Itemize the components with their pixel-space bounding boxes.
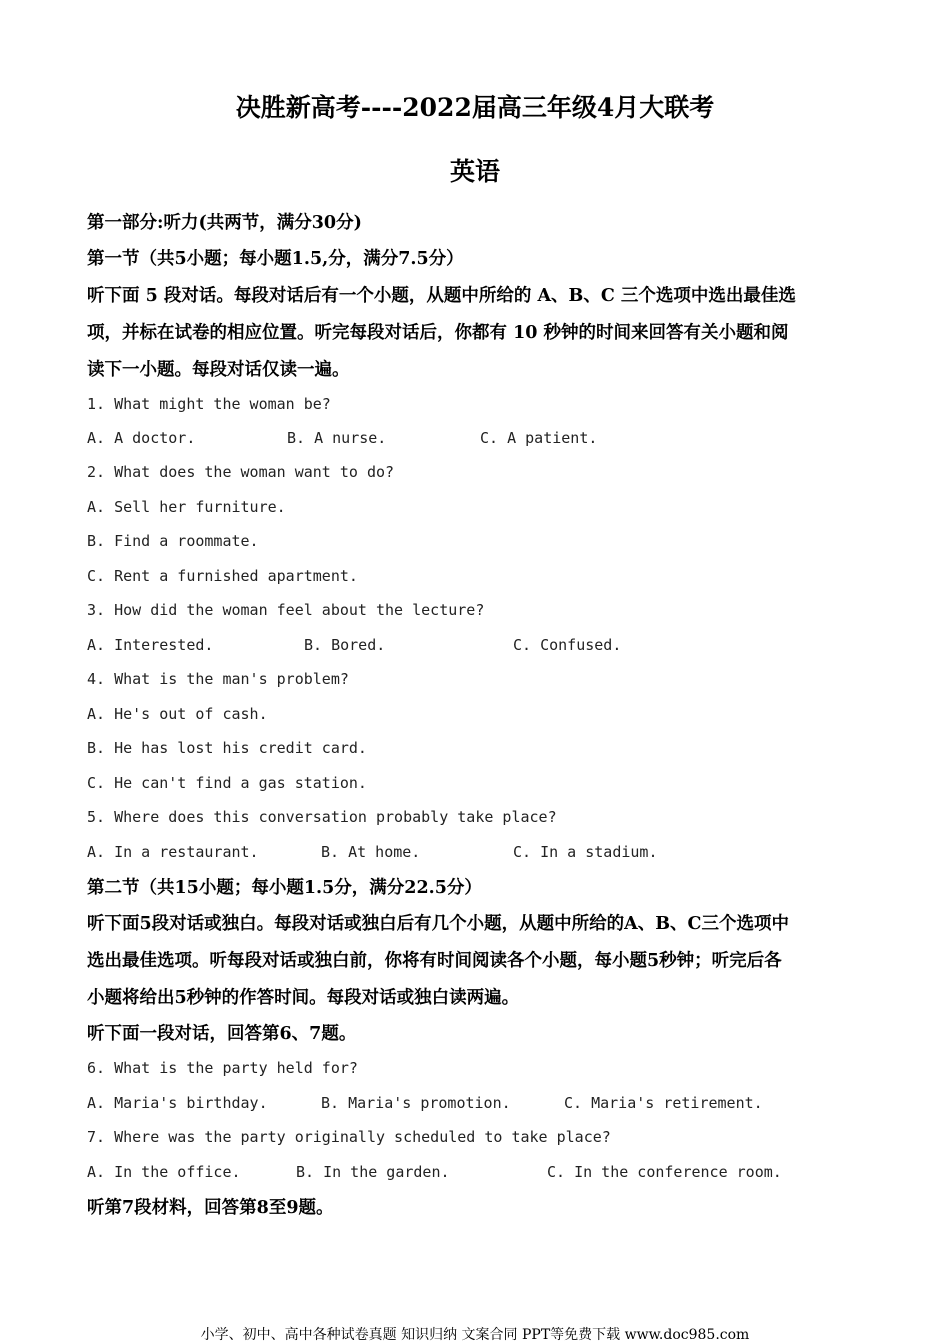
q3-option-b: B. Bored. bbox=[304, 636, 386, 654]
dialogue-7-intro: 听第7段材料，回答第8至9题。 bbox=[87, 1198, 334, 1218]
q5-option-c: C. In a stadium. bbox=[513, 843, 658, 861]
section1-heading: 第一节（共5小题；每小题1.5,分，满分7.5分） bbox=[87, 249, 464, 269]
q6-option-a: A. Maria's birthday. bbox=[87, 1094, 268, 1112]
q7-option-c: C. In the conference room. bbox=[547, 1163, 782, 1181]
q4-option-a: A. He's out of cash. bbox=[87, 705, 268, 723]
q7-option-b: B. In the garden. bbox=[296, 1163, 450, 1181]
q2-option-a: A. Sell her furniture. bbox=[87, 498, 286, 516]
q1-option-b: B. A nurse. bbox=[287, 429, 387, 447]
part1-heading: 第一部分:听力(共两节，满分30分) bbox=[87, 213, 362, 233]
section1-instruction-line: 读下一小题。每段对话仅读一遍。 bbox=[87, 360, 350, 380]
question-4: 4. What is the man's problem? bbox=[87, 670, 349, 688]
page-footer: 小学、初中、高中各种试卷真题 知识归纳 文案合同 PPT等免费下载 www.doc985.com bbox=[200, 1327, 750, 1343]
q1-option-a: A. A doctor. bbox=[87, 429, 196, 447]
section2-instruction-line: 小题将给出5秒钟的作答时间。每段对话或独白读两遍。 bbox=[87, 988, 520, 1008]
question-2: 2. What does the woman want to do? bbox=[87, 463, 395, 481]
q1-option-c: C. A patient. bbox=[480, 429, 598, 447]
subject-title: 英语 bbox=[449, 157, 500, 186]
q2-option-b: B. Find a roommate. bbox=[87, 532, 259, 550]
question-3: 3. How did the woman feel about the lecture? bbox=[87, 601, 485, 619]
question-6: 6. What is the party held for? bbox=[87, 1059, 358, 1077]
section1-instruction-line: 项，并标在试卷的相应位置。听完每段对话后，你都有 10 秒钟的时间来回答有关小题和阅 bbox=[87, 323, 789, 343]
section2-instruction-line: 听下面5段对话或独白。每段对话或独白后有几个小题，从题中所给的A、B、C三个选项中 bbox=[87, 914, 789, 934]
q4-option-b: B. He has lost his credit card. bbox=[87, 739, 367, 757]
dialogue-6-intro: 听下面一段对话，回答第6、7题。 bbox=[87, 1024, 357, 1044]
question-5: 5. Where does this conversation probably take place? bbox=[87, 808, 557, 826]
q6-option-c: C. Maria's retirement. bbox=[564, 1094, 763, 1112]
section2-instruction-line: 选出最佳选项。听每段对话或独白前，你将有时间阅读各个小题，每小题5秒钟；听完后各 bbox=[87, 951, 782, 971]
q6-option-b: B. Maria's promotion. bbox=[321, 1094, 511, 1112]
question-7: 7. Where was the party originally scheduled to take place? bbox=[87, 1128, 611, 1146]
exam-title: 决胜新高考----2022届高三年级4月大联考 bbox=[235, 93, 715, 122]
q3-option-c: C. Confused. bbox=[513, 636, 622, 654]
q3-option-a: A. Interested. bbox=[87, 636, 214, 654]
q4-option-c: C. He can't find a gas station. bbox=[87, 774, 367, 792]
q5-option-a: A. In a restaurant. bbox=[87, 843, 259, 861]
q7-option-a: A. In the office. bbox=[87, 1163, 241, 1181]
question-1: 1. What might the woman be? bbox=[87, 395, 331, 413]
q5-option-b: B. At home. bbox=[321, 843, 421, 861]
section1-instruction-line: 听下面 5 段对话。每段对话后有一个小题，从题中所给的 A、B、C 三个选项中选出最佳选 bbox=[87, 286, 796, 306]
section2-heading: 第二节（共15小题；每小题1.5分，满分22.5分） bbox=[87, 878, 482, 898]
q2-option-c: C. Rent a furnished apartment. bbox=[87, 567, 358, 585]
